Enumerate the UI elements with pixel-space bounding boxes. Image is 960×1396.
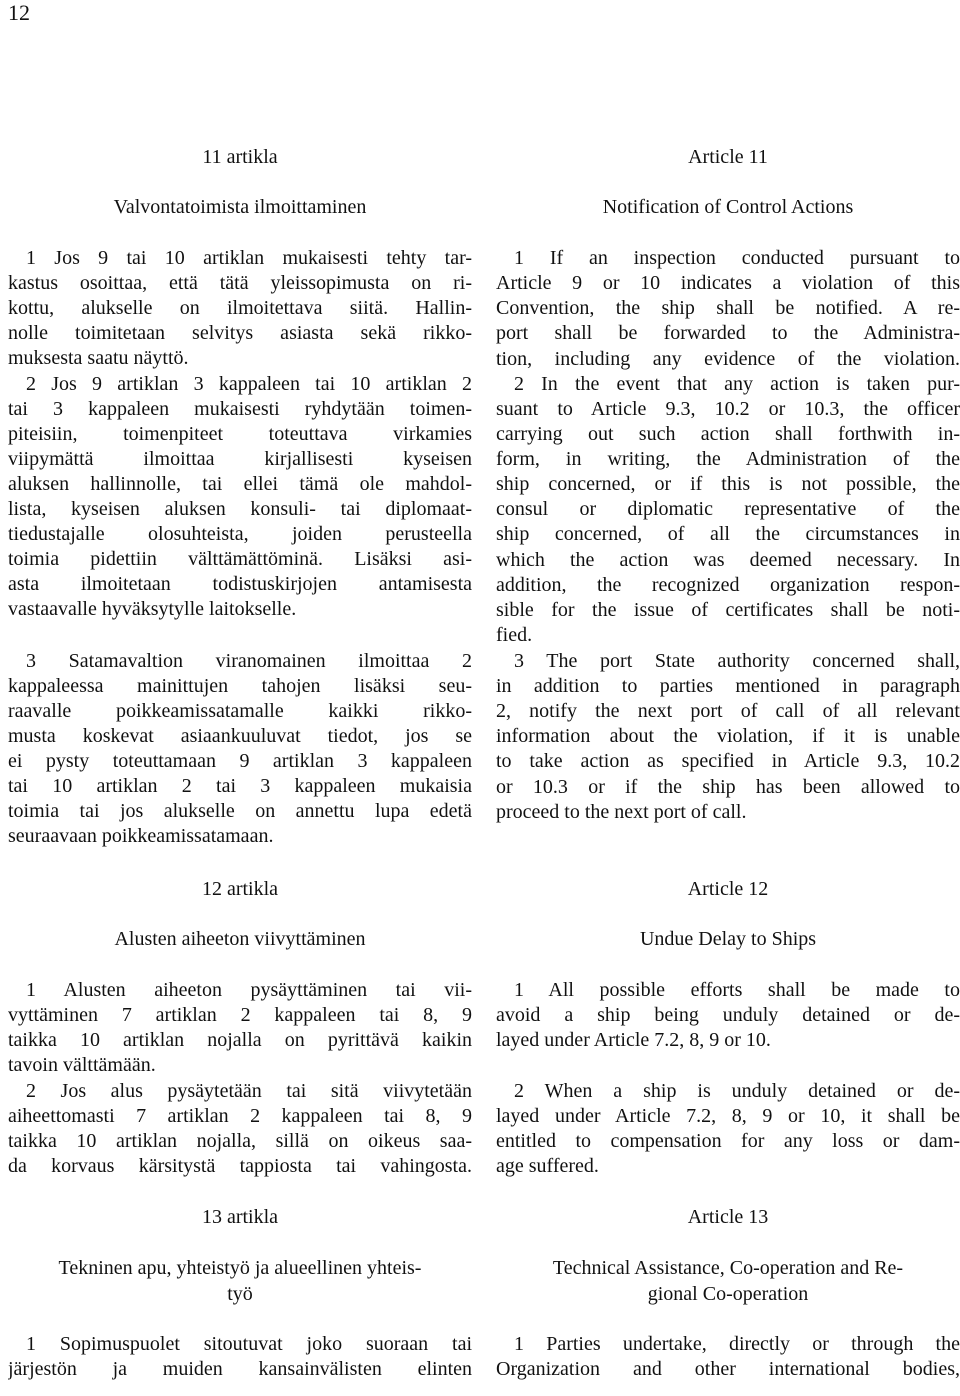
english-column	[496, 0, 960, 1396]
finnish-text-line: tavoin välttämään.	[8, 1054, 156, 1076]
english-heading-line: Article 11	[688, 146, 768, 168]
finnish-text-line: viipymättä ilmoittaa kirjallisesti kyseisen	[8, 448, 472, 470]
finnish-text-line: 1 Jos 9 tai 10 artiklan mukaisesti tehty tar-	[26, 247, 472, 269]
finnish-text-line: kastus osoittaa, että tätä yleissopimusta on ri-	[8, 272, 472, 294]
english-text-line: information about the violation, if it is unable	[496, 725, 960, 747]
finnish-text-line: kappaleessa mainittujen tahojen lisäksi seu-	[8, 675, 472, 697]
english-text-line: ship concerned, of all the circumstances in	[496, 523, 960, 545]
finnish-text-line: tiedustajalle olosuhteista, joiden perusteella	[8, 523, 472, 545]
english-text-line: carrying out such action shall forthwith in-	[496, 423, 960, 445]
finnish-text-line: aluksen hallinnolle, tai ellei tämä ole mahdol-	[8, 473, 472, 495]
finnish-heading-line: 13 artikla	[201, 1206, 279, 1228]
english-text-line: 2 When a ship is unduly detained or de-	[514, 1080, 960, 1102]
english-text-line: sible for the issue of certificates shall be noti-	[496, 599, 960, 621]
english-text-line: in addition to parties mentioned in paragraph	[496, 675, 960, 697]
finnish-column	[8, 0, 472, 1396]
finnish-text-line: 2 Jos 9 artiklan 3 kappaleen tai 10 artiklan 2	[26, 373, 472, 395]
finnish-heading-line: Tekninen apu, yhteistyö ja alueellinen yhteis-	[58, 1257, 422, 1279]
finnish-text-line: piteisiin, toimenpiteet toteuttava virkamies	[8, 423, 472, 445]
english-text-line: ship concerned, or if this is not possible, the	[496, 473, 960, 495]
finnish-text-line: järjestön ja muiden kansainvälisten elinten	[8, 1358, 472, 1380]
english-text-line: 2 In the event that any action is taken pur-	[514, 373, 960, 395]
english-text-line: layed under Article 7.2, 8, 9 or 10.	[496, 1029, 771, 1051]
finnish-heading-line: Alusten aiheeton viivyttäminen	[114, 928, 366, 950]
finnish-text-line: tai 3 kappaleen mukaisesti ryhdytään toimen-	[8, 398, 472, 420]
finnish-text-line: taikka 10 artiklan nojalla, sillä on oikeus saa-	[8, 1130, 472, 1152]
finnish-text-line: tai 10 artiklan 2 tai 3 kappaleen mukaisia	[8, 775, 472, 797]
english-text-line: fied.	[496, 624, 533, 646]
finnish-text-line: taikka 10 artiklan nojalla on pyrittävä kaikin	[8, 1029, 472, 1051]
english-heading-line: Undue Delay to Ships	[639, 928, 817, 950]
english-text-line: suant to Article 9.3, 10.2 or 10.3, the officer	[496, 398, 960, 420]
english-heading-line: Technical Assistance, Co-operation and Re-	[552, 1257, 904, 1279]
english-text-line: tion, including any evidence of the violation.	[496, 348, 960, 370]
english-text-line: port shall be forwarded to the Administra-	[496, 322, 960, 344]
finnish-text-line: 1 Alusten aiheeton pysäyttäminen tai vii-	[26, 979, 472, 1001]
english-text-line: 1 Parties undertake, directly or through the	[514, 1333, 960, 1355]
english-text-line: to take action as specified in Article 9.3, 10.2	[496, 750, 960, 772]
english-text-line: age suffered.	[496, 1155, 599, 1177]
english-text-line: Convention, the ship shall be notified. A re-	[496, 297, 960, 319]
english-text-line: 2, notify the next port of call of all relevant	[496, 700, 960, 722]
english-text-line: or 10.3 or if the ship has been allowed to	[496, 776, 960, 798]
finnish-text-line: aiheettomasti 7 artiklan 2 kappaleen tai 8, 9	[8, 1105, 472, 1127]
english-text-line: 1 All possible efforts shall be made to	[514, 979, 960, 1001]
english-heading-line: Article 12	[687, 878, 769, 900]
finnish-text-line: musta koskevat asiaankuuluvat tiedot, jos se	[8, 725, 472, 747]
english-text-line: 1 If an inspection conducted pursuant to	[514, 247, 960, 269]
finnish-text-line: seuraavaan poikkeamissatamaan.	[8, 825, 274, 847]
english-text-line: 3 The port State authority concerned shall,	[514, 650, 960, 672]
english-heading-line: Notification of Control Actions	[602, 196, 854, 218]
english-text-line: layed under Article 7.2, 8, 9 or 10, it shall be	[496, 1105, 960, 1127]
english-text-line: Organization and other international bodies,	[496, 1358, 960, 1380]
finnish-heading-line: työ	[227, 1283, 253, 1305]
finnish-text-line: 3 Satamavaltion viranomainen ilmoittaa 2	[26, 650, 472, 672]
finnish-text-line: kottu, alukselle on ilmoitettava siitä. Hallin-	[8, 297, 472, 319]
finnish-text-line: asta ilmoitetaan todistuskirjojen antamisesta	[8, 573, 472, 595]
finnish-text-line: da korvaus kärsitystä tappiosta tai vahingosta.	[8, 1155, 472, 1177]
finnish-heading-line: Valvontatoimista ilmoittaminen	[113, 196, 367, 218]
finnish-text-line: vastaavalle hyväksytylle laitokselle.	[8, 598, 297, 620]
english-text-line: Article 9 or 10 indicates a violation of this	[496, 272, 960, 294]
finnish-text-line: nolle toimitetaan selvitys asiasta sekä rikko-	[8, 322, 472, 344]
english-heading-line: gional Co-operation	[647, 1283, 809, 1305]
finnish-text-line: ei pysty toteuttamaan 9 artiklan 3 kappaleen	[8, 750, 472, 772]
finnish-text-line: muksesta saatu näyttö.	[8, 347, 189, 369]
finnish-heading-line: 12 artikla	[201, 878, 279, 900]
finnish-heading-line: 11 artikla	[202, 146, 278, 168]
english-text-line: entitled to compensation for any loss or dam-	[496, 1130, 960, 1152]
english-text-line: form, in writing, the Administration of the	[496, 448, 960, 470]
page-number: 12	[8, 0, 30, 25]
english-heading-line: Article 13	[687, 1206, 769, 1228]
finnish-text-line: raavalle poikkeamissatamalle kaikki rikko-	[8, 700, 472, 722]
english-text-line: avoid a ship being unduly detained or de-	[496, 1004, 960, 1026]
english-text-line: addition, the recognized organization respon-	[496, 574, 960, 596]
english-text-line: which the action was deemed necessary. In	[496, 549, 960, 571]
finnish-text-line: toimia tai jos alukselle on annettu lupa edetä	[8, 800, 472, 822]
english-text-line: consul or diplomatic representative of the	[496, 498, 960, 520]
finnish-text-line: lista, kyseisen aluksen konsuli- tai diplomaat-	[8, 498, 472, 520]
finnish-text-line: 1 Sopimuspuolet sitoutuvat joko suoraan tai	[26, 1333, 472, 1355]
finnish-text-line: 2 Jos alus pysäytetään tai sitä viivytetään	[26, 1080, 472, 1102]
finnish-text-line: toimia pidettiin välttämättöminä. Lisäksi asi-	[8, 548, 472, 570]
english-text-line: proceed to the next port of call.	[496, 801, 747, 823]
finnish-text-line: vyttäminen 7 artiklan 2 kappaleen tai 8, 9	[8, 1004, 472, 1026]
